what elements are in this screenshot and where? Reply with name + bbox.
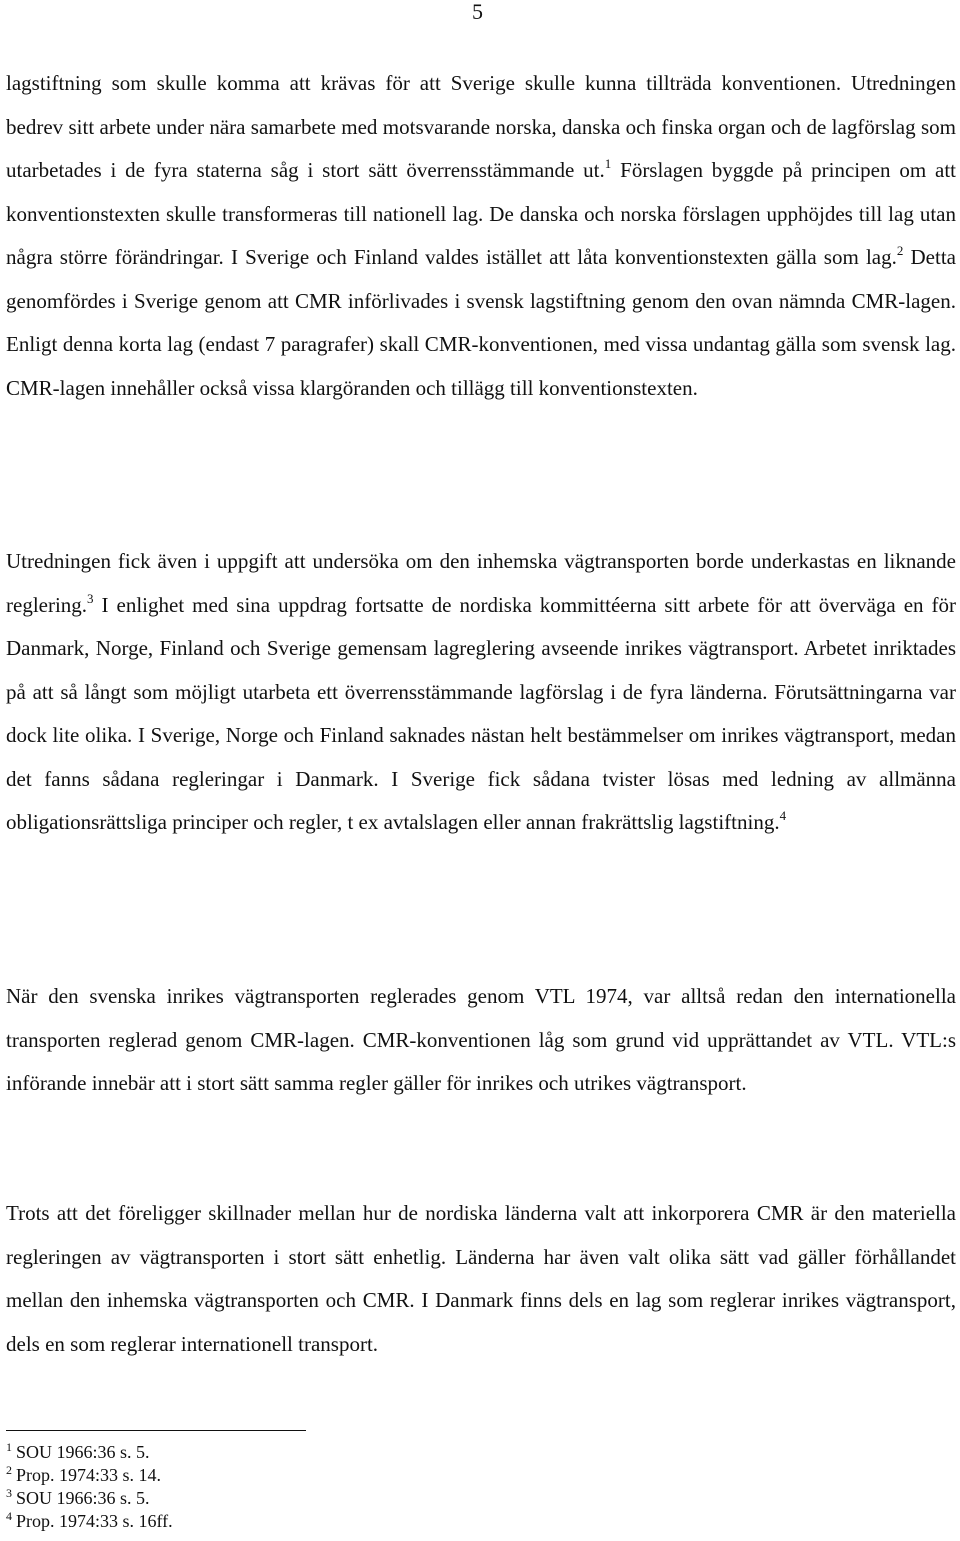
footnote-text: Prop. 1974:33 s. 14. xyxy=(16,1465,162,1485)
footnote-item xyxy=(6,1487,173,1510)
paragraph-text: I enlighet med sina uppdrag fortsatte de nordiska kommittéerna sitt arbete för att överväga en för Danmark, Norge, Finland och Sverige gemensam lagreglering avseende inrikes vägtransport. Arbetet inriktades på att så långt som möjligt utarbeta ett överrensstämmande lagförslag i de fyra länderna. Förutsättningarna var dock lite olika. I Sverige, Norge och Finland saknades nästan helt bestämmelser om inrikes vägtransport, medan det fanns sådana regleringar i Danmark. I Sverige fick sådana tvister lösas med ledning av allmänna obligationsrättsliga principer och regler, t ex avtalslagen eller annan frakrättslig lagstiftning. xyxy=(6,592,956,834)
footnote-reference[interactable]: 3 xyxy=(87,590,94,606)
body-paragraph xyxy=(6,975,956,1106)
paragraph-text: När den svenska inrikes vägtransporten reglerades genom VTL 1974, var alltså redan den internationella transporten reglerad genom CMR-lagen. CMR-konventionen låg som grund vid upprättandet av VTL. VTL:s införande innebär att i stort sätt samma regler gäller för inrikes och utrikes vägtransport. xyxy=(6,984,956,1095)
footnote-mark: 2 xyxy=(6,1463,12,1477)
paragraph-text: Utredningen fick även i uppgift att undersöka om den inhemska vägtransporten borde underkastas en liknande reglering. xyxy=(6,549,956,617)
page-number: 5 xyxy=(472,0,483,24)
paragraph-text: Detta genomfördes i Sverige genom att CMR införlivades i svensk lagstiftning genom den ovan nämnda CMR-lagen. Enligt denna korta lag (endast 7 paragrafer) skall CMR-konventionen, med vissa undantag gälla som svensk lag. CMR-lagen innehåller också vissa klargöranden och tillägg till konventionstexten. xyxy=(6,245,956,400)
body-paragraph xyxy=(6,1192,956,1366)
footnote-reference[interactable]: 1 xyxy=(604,156,612,171)
paragraph-text: Trots att det föreligger skillnader mellan hur de nordiska länderna valt att inkorporera CMR är den materiella regleringen av vägtransporten i stort sätt enhetlig. Länderna har även valt olika sätt vad gäller förhållandet mellan den inhemska vägtransporten och CMR. I Danmark finns dels en lag som reglerar inrikes vägtransport, dels en som reglerar internationell transport. xyxy=(6,1201,956,1356)
paragraph-text: lagstiftning som skulle komma att krävas för att Sverige skulle kunna tillträda konventionen. Utredningen bedrev sitt arbete under nära samarbete med motsvarande norska, danska och finska organ och de lagförslag som utarbetades i de fyra staterna såg i stort sätt överrensstämmande ut. xyxy=(6,71,956,182)
body-paragraph xyxy=(6,540,956,845)
footnote-list xyxy=(6,1441,173,1533)
footnote-mark: 1 xyxy=(6,1440,12,1454)
footnote-reference[interactable]: 4 xyxy=(779,808,787,823)
footnote-item xyxy=(6,1441,173,1464)
footnote-text: Prop. 1974:33 s. 16ff. xyxy=(16,1511,173,1531)
body-paragraph xyxy=(6,62,956,410)
paragraph-text: Förslagen byggde på principen om att konventionstexten skulle transformeras till nationell lag. De danska och norska förslagen upphöjdes till lag utan några större förändringar. I Sverige och Finland valdes istället att låta konventionstexten gälla som lag. xyxy=(6,158,956,269)
footnote-reference[interactable]: 2 xyxy=(896,243,904,258)
footnote-mark: 3 xyxy=(6,1486,12,1500)
footnote-separator xyxy=(6,1430,306,1431)
footnote-text: SOU 1966:36 s. 5. xyxy=(16,1488,150,1508)
footnote-text: SOU 1966:36 s. 5. xyxy=(16,1442,150,1462)
footnote-mark: 4 xyxy=(6,1509,12,1523)
footnote-item xyxy=(6,1464,173,1487)
footnote-item xyxy=(6,1510,173,1533)
